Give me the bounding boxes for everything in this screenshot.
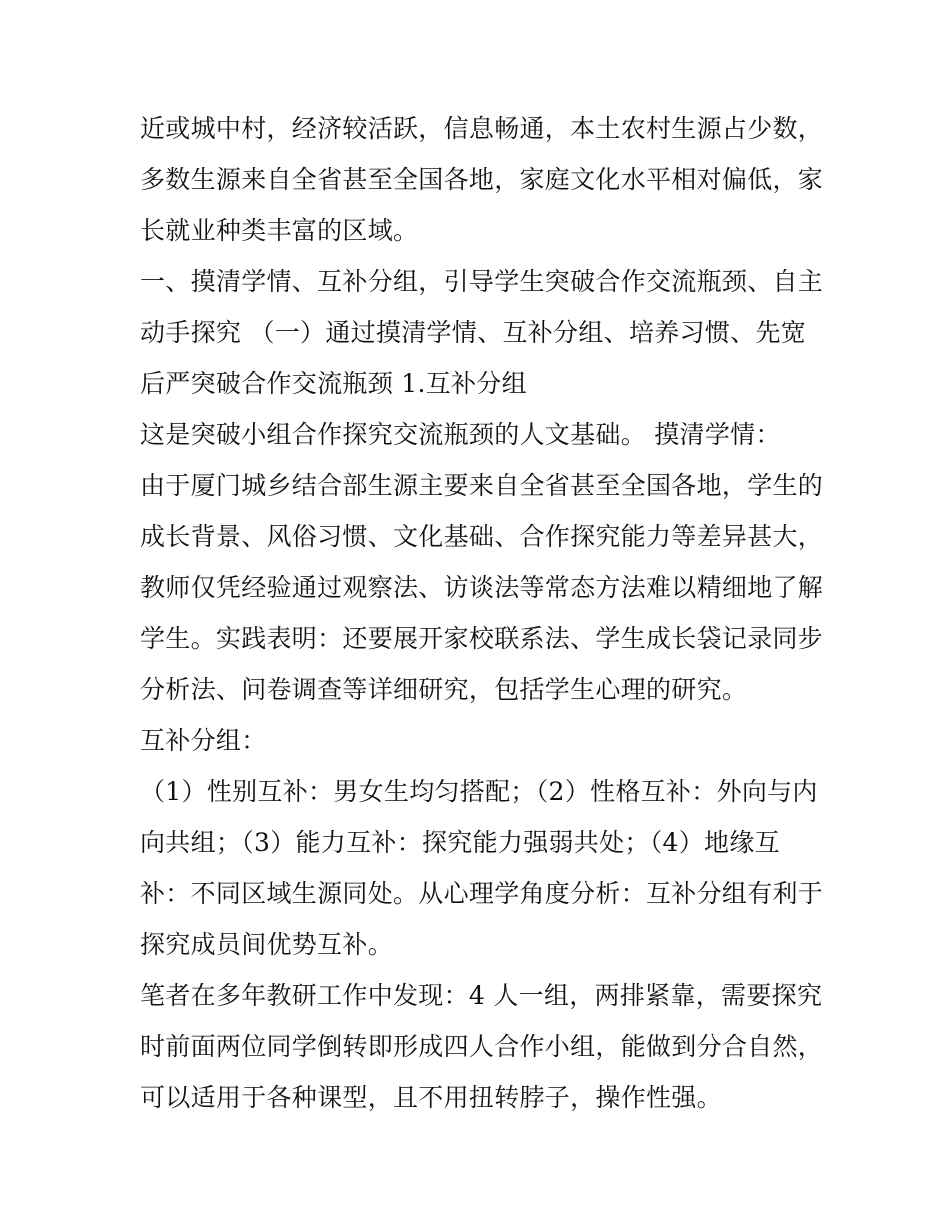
text-line: 多数生源来自全省甚至全国各地，家庭文化水平相对偏低，家 (140, 165, 824, 194)
text-line: 学生。实践表明：还要展开家校联系法、学生成长袋记录同步 (140, 624, 824, 653)
text-line: 时前面两位同学倒转即形成四人合作小组，能做到分合自然， (140, 1032, 824, 1061)
text-line: 成长背景、风俗习惯、文化基础、合作探究能力等差异甚大， (140, 522, 824, 551)
text-line: 这是突破小组合作探究交流瓶颈的人文基础。 摸清学情： (140, 420, 781, 449)
text-line: 向共组；（3）能力互补：探究能力强弱共处；（4）地缘互 (140, 828, 780, 857)
text-line: 可以适用于各种课型，且不用扭转脖子，操作性强。 (140, 1083, 722, 1112)
text-line: 由于厦门城乡结合部生源主要来自全省甚至全国各地，学生的 (140, 471, 824, 500)
section-heading-line: 后严突破合作交流瓶颈 1.互补分组 (140, 369, 527, 398)
text-line: 笔者在多年教研工作中发现：4 人一组，两排紧靠，需要探究 (140, 981, 823, 1010)
text-line: 补：不同区域生源同处。从心理学角度分析：互补分组有利于 (140, 879, 824, 908)
text-line: 探究成员间优势互补。 (140, 930, 394, 959)
text-line: 长就业种类丰富的区域。 (140, 216, 419, 245)
body-text (140, 103, 824, 1123)
text-line: （1）性别互补：男女生均匀搭配；（2）性格互补：外向与内 (140, 777, 818, 806)
text-line: 分析法、问卷调查等详细研究，包括学生心理的研究。 (140, 675, 748, 704)
text-line: 近或城中村，经济较活跃，信息畅通，本土农村生源占少数， (140, 114, 824, 143)
section-heading-line: 一、摸清学情、互补分组，引导学生突破合作交流瓶颈、自主 (140, 267, 824, 296)
text-line: 教师仅凭经验通过观察法、访谈法等常态方法难以精细地了解 (140, 573, 824, 602)
subheading-line: 互补分组： (140, 726, 267, 755)
section-heading-line: 动手探究 （一）通过摸清学情、互补分组、培养习惯、先宽 (140, 318, 807, 347)
